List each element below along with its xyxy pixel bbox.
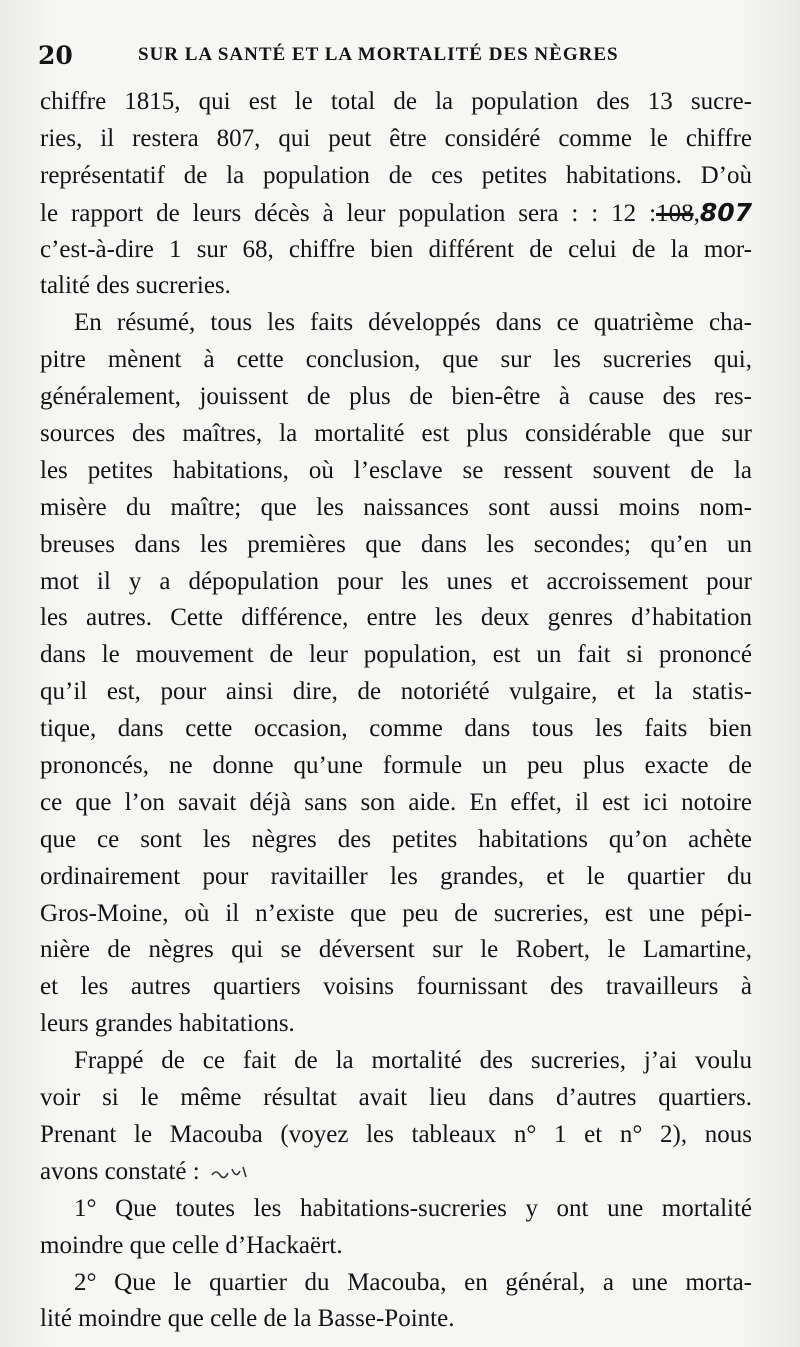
text-line: généralement, jouissent de plus de bien-être à cause des res- bbox=[40, 383, 752, 411]
list-item: 2° Que le quartier du Macouba, en général, a une morta- bbox=[74, 1268, 752, 1296]
text-line: ce que l’on savait déjà sans son aide. En effet, il est ici notoire bbox=[40, 788, 752, 816]
text-line: leurs grandes habitations. bbox=[40, 1010, 295, 1038]
ratio-text: le rapport de leurs décès à leur population sera : : 12 : bbox=[40, 199, 657, 227]
page-header bbox=[38, 38, 738, 72]
running-title: SUR LA SANTÉ ET LA MORTALITÉ DES NÈGRES bbox=[138, 44, 619, 65]
text-line: talité des sucreries. bbox=[40, 272, 231, 300]
text-line: Gros-Moine, où il n’existe que peu de sucreries, est une pépi- bbox=[40, 899, 752, 927]
text-line: lité moindre que celle de la Basse-Pointe. bbox=[40, 1305, 455, 1333]
text-line: Prenant le Macouba (voyez les tableaux n° 1 et n° 2), nous bbox=[40, 1120, 752, 1148]
text-line: tique, dans cette occasion, comme dans tous les faits bien bbox=[40, 715, 752, 743]
ink-scribble-mark bbox=[210, 1163, 250, 1183]
text-line: les autres. Cette différence, entre les deux genres d’habitation bbox=[40, 604, 752, 632]
ratio-comma: , bbox=[693, 199, 700, 227]
body-text bbox=[40, 84, 752, 1338]
text-line: les petites habitations, où l’esclave se ressent souvent de la bbox=[40, 456, 752, 484]
text-line: chiffre 1815, qui est le total de la population des 13 sucre- bbox=[40, 88, 752, 115]
text-line: mot il y a dépopulation pour les unes et accroissement pour bbox=[40, 567, 752, 595]
list-item: 1° Que toutes les habitations-sucreries y ont une mortalité bbox=[74, 1194, 752, 1222]
text-line: breuses dans les premières que dans les secondes; qu’en un bbox=[40, 530, 752, 558]
text-line: sources des maîtres, la mortalité est plus considérable que sur bbox=[40, 420, 752, 448]
text-line: c’est-à-dire 1 sur 68, chiffre bien différent de celui de la mor- bbox=[40, 235, 752, 263]
text-line: nière de nègres qui se déversent sur le Robert, le Lamartine, bbox=[40, 936, 752, 964]
text-line: représentatif de la population de ces petites habitations. D’où bbox=[40, 161, 752, 189]
text-line: misère du maître; que les naissances sont aussi moins nom- bbox=[40, 493, 752, 521]
struck-number: 108 bbox=[656, 199, 694, 227]
handwritten-correction: 807 bbox=[699, 197, 752, 227]
text-line: ordinairement pour ravitailler les grandes, et le quartier du bbox=[40, 862, 752, 890]
text-line: moindre que celle d’Hackaërt. bbox=[40, 1231, 343, 1259]
text-line: que ce sont les nègres des petites habitations qu’on achète bbox=[40, 825, 752, 853]
text-line: voir si le même résultat avait lieu dans d’autres quartiers. bbox=[40, 1084, 752, 1112]
text-line bbox=[40, 1154, 752, 1191]
text-line: prononcés, ne donne qu’une formule un peu plus exacte de bbox=[40, 752, 752, 780]
paragraph-start: Frappé de ce fait de la mortalité des sucreries, j’ai voulu bbox=[74, 1047, 752, 1075]
paragraph-start: En résumé, tous les faits développés dans ce quatrième cha- bbox=[74, 309, 752, 337]
text-line: pitre mènent à cette conclusion, que sur les sucreries qui, bbox=[40, 346, 752, 374]
text-line-content: avons constaté : bbox=[40, 1157, 200, 1185]
text-line: dans le mouvement de leur population, est un fait si prononcé bbox=[40, 641, 752, 669]
text-line: et les autres quartiers voisins fournissant des travailleurs à bbox=[40, 973, 752, 1001]
text-line-ratio bbox=[40, 195, 752, 232]
page-number: 20 bbox=[38, 40, 73, 70]
text-line: ries, il restera 807, qui peut être considéré comme le chiffre bbox=[40, 124, 752, 152]
text-line: qu’il est, pour ainsi dire, de notoriété vulgaire, et la statis- bbox=[40, 678, 752, 706]
